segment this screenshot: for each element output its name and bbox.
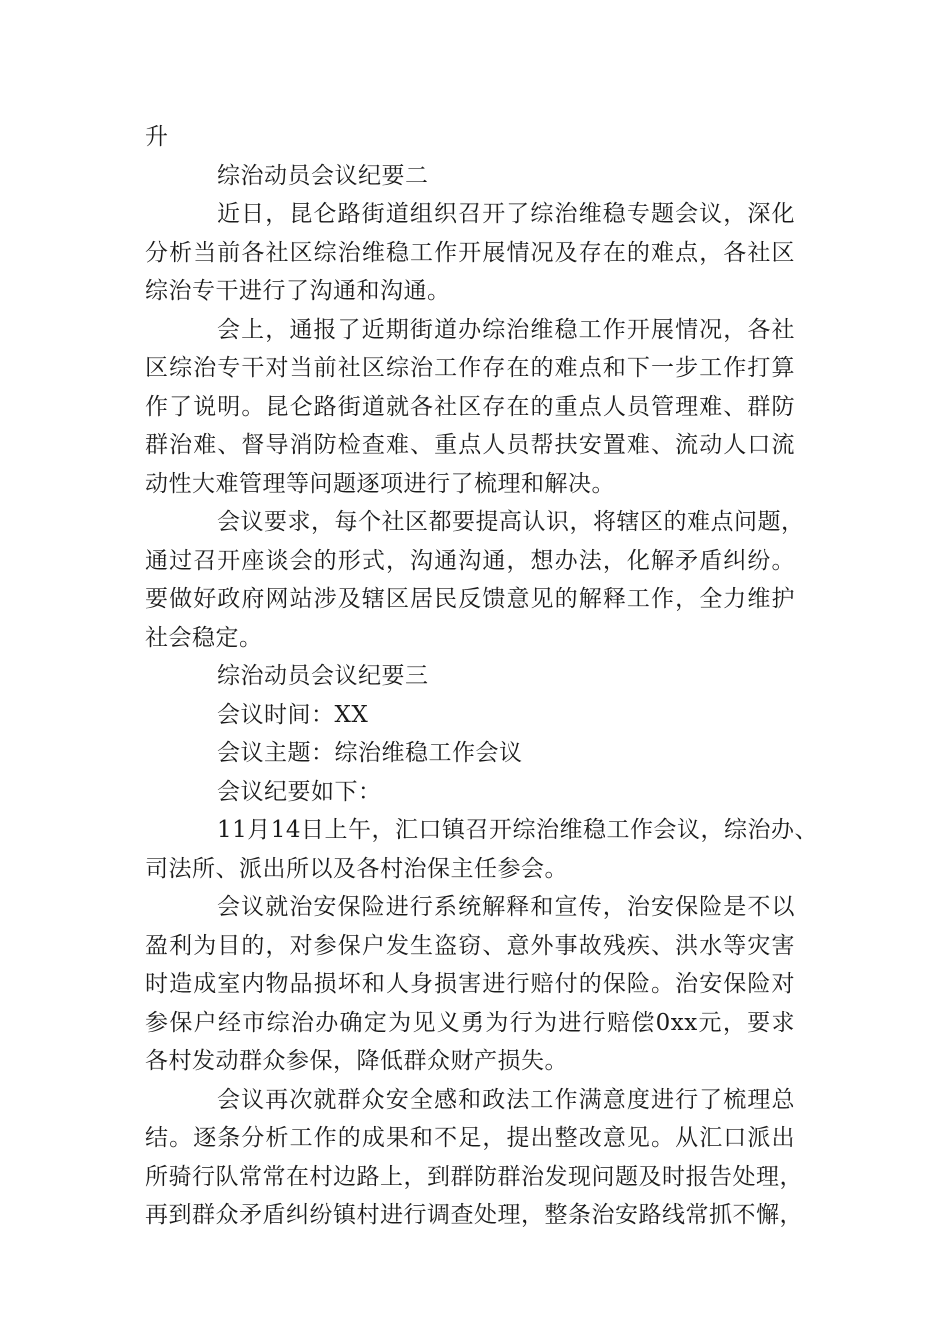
text-line: 会议要求，每个社区都要提高认识，将辖区的难点问题， <box>217 509 805 535</box>
text-line: 会议时间：XX <box>217 701 369 728</box>
text-line: 区综治专干对当前社区综治工作存在的难点和下一步工作打算 <box>145 355 795 381</box>
text-line: 盈利为目的，对参保户发生盗窃、意外事故残疾、洪水等灾害 <box>145 932 795 959</box>
text-line: 升 <box>145 124 169 150</box>
text-line: 各村发动群众参保，降低群众财产损失。 <box>145 1048 568 1074</box>
text-line: 再到群众矛盾纠纷镇村进行调查处理，整条治安路线常抓不懈， <box>145 1202 803 1228</box>
text-line: 综治专干进行了沟通和沟通。 <box>145 278 451 304</box>
text-line: 会议再次就群众安全感和政法工作满意度进行了梳理总 <box>217 1086 795 1113</box>
text-line: 近日，昆仑路街道组织召开了综治维稳专题会议，深化 <box>217 201 795 227</box>
text-line: 会议主题：综治维稳工作会议 <box>217 740 523 766</box>
text-line: 社会稳定。 <box>145 624 263 651</box>
text-line: 通过召开座谈会的形式，沟通沟通，想办法，化解矛盾纠纷。 <box>145 547 795 574</box>
text-line: 群治难、督导消防检查难、重点人员帮扶安置难、流动人口流 <box>145 432 795 458</box>
text-line: 所骑行队常常在村边路上，到群防群治发现问题及时报告处理， <box>145 1163 803 1190</box>
text-line: 11月14日上午，汇口镇召开综治维稳工作会议，综治办、 <box>217 817 819 843</box>
text-line: 分析当前各社区综治维稳工作开展情况及存在的难点，各社区 <box>145 239 795 266</box>
text-line: 司法所、派出所以及各村治保主任参会。 <box>145 855 568 882</box>
section-heading: 综治动员会议纪要二 <box>217 162 429 189</box>
text-line: 结。逐条分析工作的成果和不足，提出整改意见。从汇口派出 <box>145 1125 795 1151</box>
section-heading: 综治动员会议纪要三 <box>217 663 429 689</box>
text-line: 动性大难管理等问题逐项进行了梳理和解决。 <box>145 470 615 497</box>
text-line: 作了说明。昆仑路街道就各社区存在的重点人员管理难、群防 <box>145 393 795 420</box>
text-line: 时造成室内物品损坏和人身损害进行赔付的保险。治安保险对 <box>145 971 795 997</box>
document-body <box>145 118 819 1235</box>
text-line: 要做好政府网站涉及辖区居民反馈意见的解释工作，全力维护 <box>145 586 795 612</box>
text-line: 参保户经市综治办确定为见义勇为行为进行赔偿0xx元，要求 <box>145 1009 795 1036</box>
text-line: 会议纪要如下： <box>217 778 382 805</box>
text-line: 会议就治安保险进行系统解释和宣传，治安保险是不以 <box>217 894 795 920</box>
text-line: 会上，通报了近期街道办综治维稳工作开展情况，各社 <box>217 316 795 343</box>
